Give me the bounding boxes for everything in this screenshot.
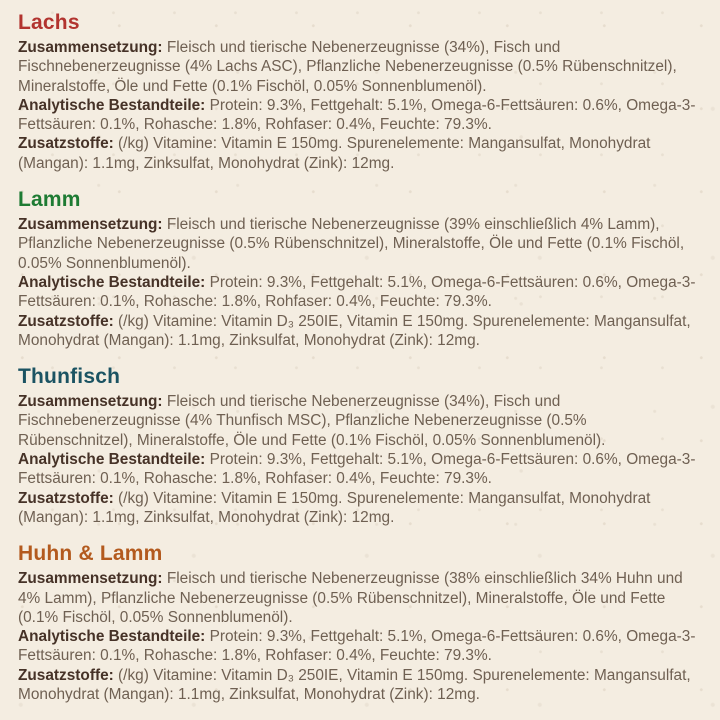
analytical-text: Protein: 9.3%, Fettgehalt: 5.1%, Omega-6-Fettsäuren: 0.6%, Omega-3-Fettsäuren: 0.1%, Rohasche: 1.8%, Rohfaser: 0.4%, Feuchte: 79.3%. xyxy=(18,273,696,311)
composition-text: Fleisch und tierische Nebenerzeugnisse (38% einschließlich 34% Huhn und 4% Lamm), Pflanzliche Nebenerzeugnisse (0.5% Rübenschnitzel), Mineralstoffe, Öle und Fette (0.1% Fischöl, 0.05% Sonnenblumenöl). xyxy=(18,570,683,626)
analytical-text: Protein: 9.3%, Fettgehalt: 5.1%, Omega-6-Fettsäuren: 0.6%, Omega-3-Fettsäuren: 0.1%, Rohasche: 1.8%, Rohfaser: 0.4%, Feuchte: 79.3%. xyxy=(18,451,696,488)
composition-text: Fleisch und tierische Nebenerzeugnisse (34%), Fisch und Fischnebenerzeugnisse (4% Lachs ASC), Pflanzliche Nebenerzeugnisse (0.5% Rübenschnitzel), Mineralstoffe, Öle und Fette (0.1% Fischöl, 0.05% Sonnenblumenöl). xyxy=(18,39,677,95)
additives-label: Zusatzstoffe: xyxy=(18,489,114,507)
section-huhn-lamm xyxy=(18,542,698,704)
additives-text: (/kg) Vitamine: Vitamin D₃ 250IE, Vitamin E 150mg. Spurenelemente: Mangansulfat, Monohydrat (Mangan): 1.1mg, Zinksulfat, Monohydrat (Zink): 12mg. xyxy=(18,312,691,349)
analytical-label: Analytische Bestandteile: xyxy=(18,628,206,646)
composition-text: Fleisch und tierische Nebenerzeugnisse (34%), Fisch und Fischnebenerzeugnisse (4% Thunfisch MSC), Pflanzliche Nebenerzeugnisse (0.5% Rübenschnitzel), Mineralstoffe, Öle und Fette (0.1% Fischöl, 0.05% Sonnenblumenöl). xyxy=(18,393,606,449)
additives-text: (/kg) Vitamine: Vitamin D₃ 250IE, Vitamin E 150mg. Spurenelemente: Mangansulfat, Monohydrat (Mangan): 1.1mg, Zinksulfat, Monohydrat (Zink): 12mg. xyxy=(18,666,691,704)
section-thunfisch xyxy=(18,365,698,527)
additives-paragraph xyxy=(18,666,698,705)
composition-label: Zusammensetzung: xyxy=(18,216,163,234)
analytical-paragraph xyxy=(18,273,698,312)
analytical-paragraph xyxy=(18,627,698,666)
analytical-label: Analytische Bestandteile: xyxy=(18,273,206,291)
section-lamm xyxy=(18,188,698,350)
section-title-thunfisch: Thunfisch xyxy=(18,365,121,389)
composition-paragraph xyxy=(18,569,698,627)
analytical-paragraph xyxy=(18,96,698,135)
composition-label: Zusammensetzung: xyxy=(18,570,163,588)
additives-paragraph xyxy=(18,489,698,528)
additives-paragraph xyxy=(18,312,698,351)
additives-label: Zusatzstoffe: xyxy=(18,312,114,330)
section-title-huhn-lamm: Huhn & Lamm xyxy=(18,542,163,566)
additives-text: (/kg) Vitamine: Vitamin E 150mg. Spurenelemente: Mangansulfat, Monohydrat (Mangan): 1.1mg, Zinksulfat, Monohydrat (Zink): 12mg. xyxy=(18,135,651,172)
analytical-paragraph xyxy=(18,450,698,489)
composition-paragraph xyxy=(18,392,698,450)
section-title-lachs: Lachs xyxy=(18,11,80,34)
analytical-label: Analytische Bestandteile: xyxy=(18,451,206,469)
section-title-lamm: Lamm xyxy=(18,188,81,212)
analytical-label: Analytische Bestandteile: xyxy=(18,96,206,114)
composition-label: Zusammensetzung: xyxy=(18,393,163,411)
additives-label: Zusatzstoffe: xyxy=(18,135,114,153)
section-lachs xyxy=(18,11,698,173)
composition-paragraph xyxy=(18,215,698,273)
composition-text: Fleisch und tierische Nebenerzeugnisse (39% einschließlich 4% Lamm), Pflanzliche Nebenerzeugnisse (0.5% Rübenschnitzel), Mineralstoffe, Öle und Fette (0.1% Fischöl, 0.05% Sonnenblumenöl). xyxy=(18,216,685,272)
additives-text: (/kg) Vitamine: Vitamin E 150mg. Spurenelemente: Mangansulfat, Monohydrat (Mangan): 1.1mg, Zinksulfat, Monohydrat (Zink): 12mg. xyxy=(18,489,651,526)
analytical-text: Protein: 9.3%, Fettgehalt: 5.1%, Omega-6-Fettsäuren: 0.6%, Omega-3-Fettsäuren: 0.1%, Rohasche: 1.8%, Rohfaser: 0.4%, Feuchte: 79.3%. xyxy=(18,628,696,665)
composition-paragraph xyxy=(18,38,698,96)
additives-label: Zusatzstoffe: xyxy=(18,666,114,684)
analytical-text: Protein: 9.3%, Fettgehalt: 5.1%, Omega-6-Fettsäuren: 0.6%, Omega-3-Fettsäuren: 0.1%, Rohasche: 1.8%, Rohfaser: 0.4%, Feuchte: 79.3%. xyxy=(18,96,696,134)
composition-label: Zusammensetzung: xyxy=(18,39,163,56)
additives-paragraph xyxy=(18,134,698,173)
